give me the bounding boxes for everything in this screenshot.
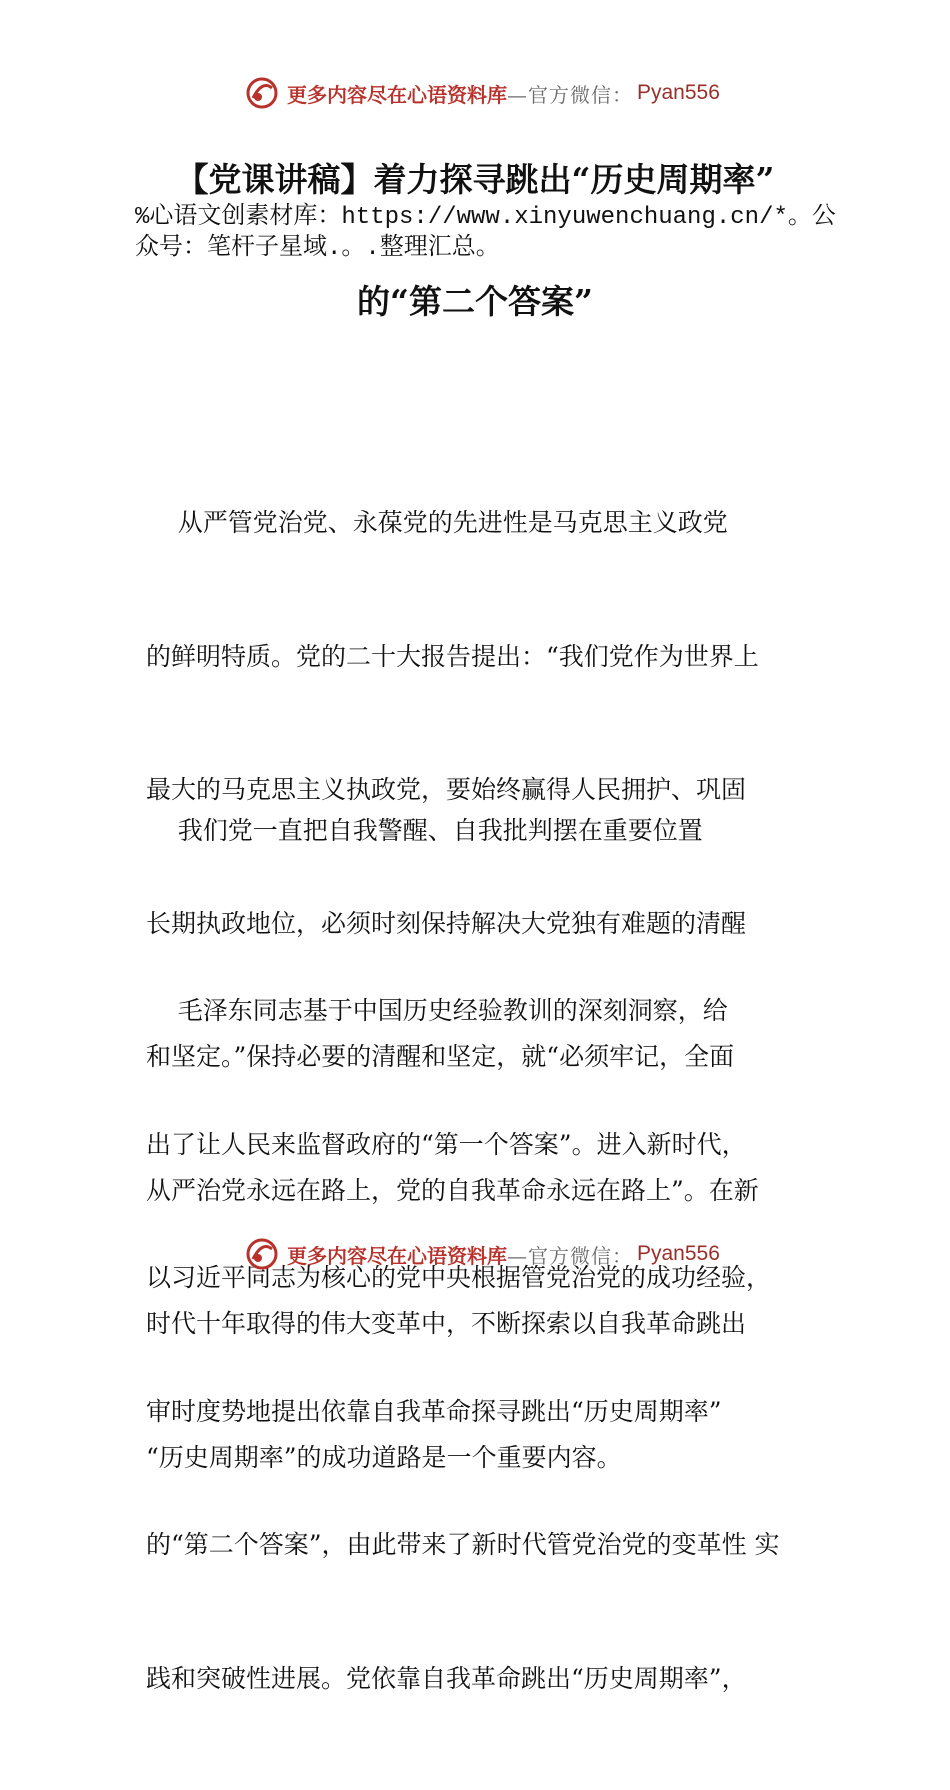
text-line: 的鲜明特质。党的二十大报告提出：“我们党作为世界上 [146, 641, 759, 671]
text-line: 和坚定。”保持必要的清醒和坚定，就“必须牢记，全面 [146, 1042, 735, 1071]
text-line: 长期执政地位，必须时刻保持解决大党独有难题的清醒 [146, 908, 747, 938]
text-line: 毛泽东同志基于中国历史经验教训的深刻洞察，给 [146, 996, 728, 1025]
text-line: “历史周期率”的成功道路是一个重要内容。 [146, 1442, 622, 1472]
header-banner [245, 75, 720, 111]
swirl-logo-icon [245, 76, 279, 110]
banner-main-text: 更多内容尽在心语资料库 [287, 1243, 507, 1268]
text-line: 践和突破性进展。党依靠自我革命跳出“历史周期率”， [146, 1663, 747, 1693]
paragraph-second [146, 900, 846, 1790]
source-note-line-1: %心语文创素材库：https://www.xinyuwenchuang.cn/*。公 [135, 204, 836, 231]
banner-wechat-label: —官方微信： [507, 1243, 633, 1268]
text-line: 从严管党治党、永葆党的先进性是马克思主义政党 [146, 508, 728, 537]
banner-wechat-id: Pyan556 [637, 1242, 720, 1265]
swirl-logo-icon [245, 1237, 279, 1271]
document-title-line-1: 【党课讲稿】着力探寻跳出“历史周期率” [175, 160, 775, 199]
banner-wechat-id: Pyan556 [637, 81, 720, 104]
banner-main-text: 更多内容尽在心语资料库 [287, 82, 507, 107]
text-line: 时代十年取得的伟大变革中，不断探索以自我革命跳出 [146, 1309, 747, 1338]
section-heading: 我们党一直把自我警醒、自我批判摆在重要位置 [146, 816, 703, 845]
banner-wechat-label: —官方微信： [507, 82, 633, 107]
document-title-line-2: 的“第二个答案” [357, 282, 593, 321]
text-line: 出了让人民来监督政府的“第一个答案”。进入新时代， [146, 1129, 747, 1159]
text-line: 以习近平同志为核心的党中央根据管党治党的成功经验， [146, 1263, 772, 1292]
text-line: 审时度势地提出依靠自我革命探寻跳出“历史周期率” [146, 1396, 722, 1426]
source-note-line-2: 众号：笔杆子星域.。.整理汇总。 [135, 235, 500, 262]
text-line: 最大的马克思主义执政党，要始终赢得人民拥护、巩固 [146, 775, 747, 804]
footer-banner [245, 1236, 720, 1272]
text-line: 从严治党永远在路上，党的自我革命永远在路上”。在新 [146, 1175, 759, 1205]
text-line: 的“第二个答案”，由此带来了新时代管党治党的变革性 实 [146, 1530, 780, 1559]
